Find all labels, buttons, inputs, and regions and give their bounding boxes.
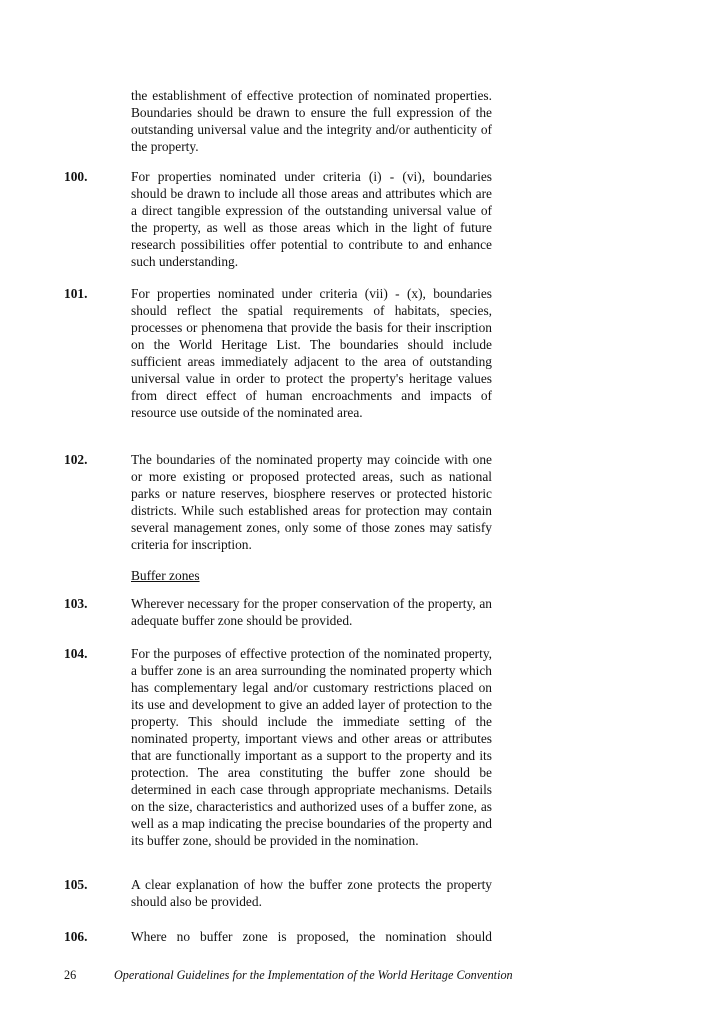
paragraph-text: Wherever necessary for the proper conservation of the property, an adequate buffer zone should be provided. <box>131 596 492 628</box>
paragraph-102 <box>64 451 492 553</box>
paragraph-text: A clear explanation of how the buffer zone protects the property should also be provided. <box>131 877 492 909</box>
paragraph-continuation <box>64 87 492 155</box>
paragraph-number: 100. <box>64 169 88 184</box>
paragraph-number: 104. <box>64 646 88 661</box>
section-heading: Buffer zones <box>131 568 200 583</box>
paragraph-103 <box>64 595 492 629</box>
paragraph-number: 105. <box>64 877 88 892</box>
paragraph-text: the establishment of effective protection of nominated properties. Boundaries should be drawn to ensure the full expression of the outstanding universal value and the integrity and/or authenticity of the property. <box>131 88 492 154</box>
paragraph-text: For properties nominated under criteria (i) - (vi), boundaries should be drawn to include all those areas and attributes which are a direct tangible expression of the outstanding universal value of the property, as well as those areas which in the light of future research possibilities offer potential to contribute to and enhance such understanding. <box>131 169 492 269</box>
paragraph-number: 106. <box>64 929 88 944</box>
paragraph-number: 102. <box>64 452 88 467</box>
paragraph-text: For the purposes of effective protection of the nominated property, a buffer zone is an area surrounding the nominated property which has complementary legal and/or customary restrictions placed on its use and development to give an added layer of protection to the property. This should include the immediate setting of the nominated property, important views and other areas or attributes that are functionally important as a support to the property and its protection. The area constituting the buffer zone should be determined in each case through appropriate mechanisms. Details on the size, characteristics and authorized uses of a buffer zone, as well as a map indicating the precise boundaries of the property and its buffer zone, should be provided in the nomination. <box>131 646 492 848</box>
paragraph-101 <box>64 285 492 421</box>
page-number: 26 <box>64 968 77 982</box>
page-footer <box>64 967 584 983</box>
paragraph-106 <box>64 928 492 945</box>
paragraph-text: The boundaries of the nominated property may coincide with one or more existing or proposed protected areas, such as national parks or nature reserves, biosphere reserves or protected historic districts. While such established areas for protection may contain several management zones, only some of those zones may satisfy criteria for inscription. <box>131 452 492 552</box>
paragraph-number: 101. <box>64 286 88 301</box>
paragraph-104 <box>64 645 492 849</box>
paragraph-number: 103. <box>64 596 88 611</box>
paragraph-105 <box>64 876 492 910</box>
footer-title: Operational Guidelines for the Implementation of the World Heritage Convention <box>114 968 513 982</box>
paragraph-text: Where no buffer zone is proposed, the nomination should <box>131 929 492 944</box>
paragraph-100 <box>64 168 492 270</box>
paragraph-text: For properties nominated under criteria (vii) - (x), boundaries should reflect the spatial requirements of habitats, species, processes or phenomena that provide the basis for their inscription on the World Heritage List. The boundaries should include sufficient areas immediately adjacent to the area of outstanding universal value in order to protect the property's heritage values from direct effect of human encroachments and impacts of resource use outside of the nominated area. <box>131 286 492 420</box>
